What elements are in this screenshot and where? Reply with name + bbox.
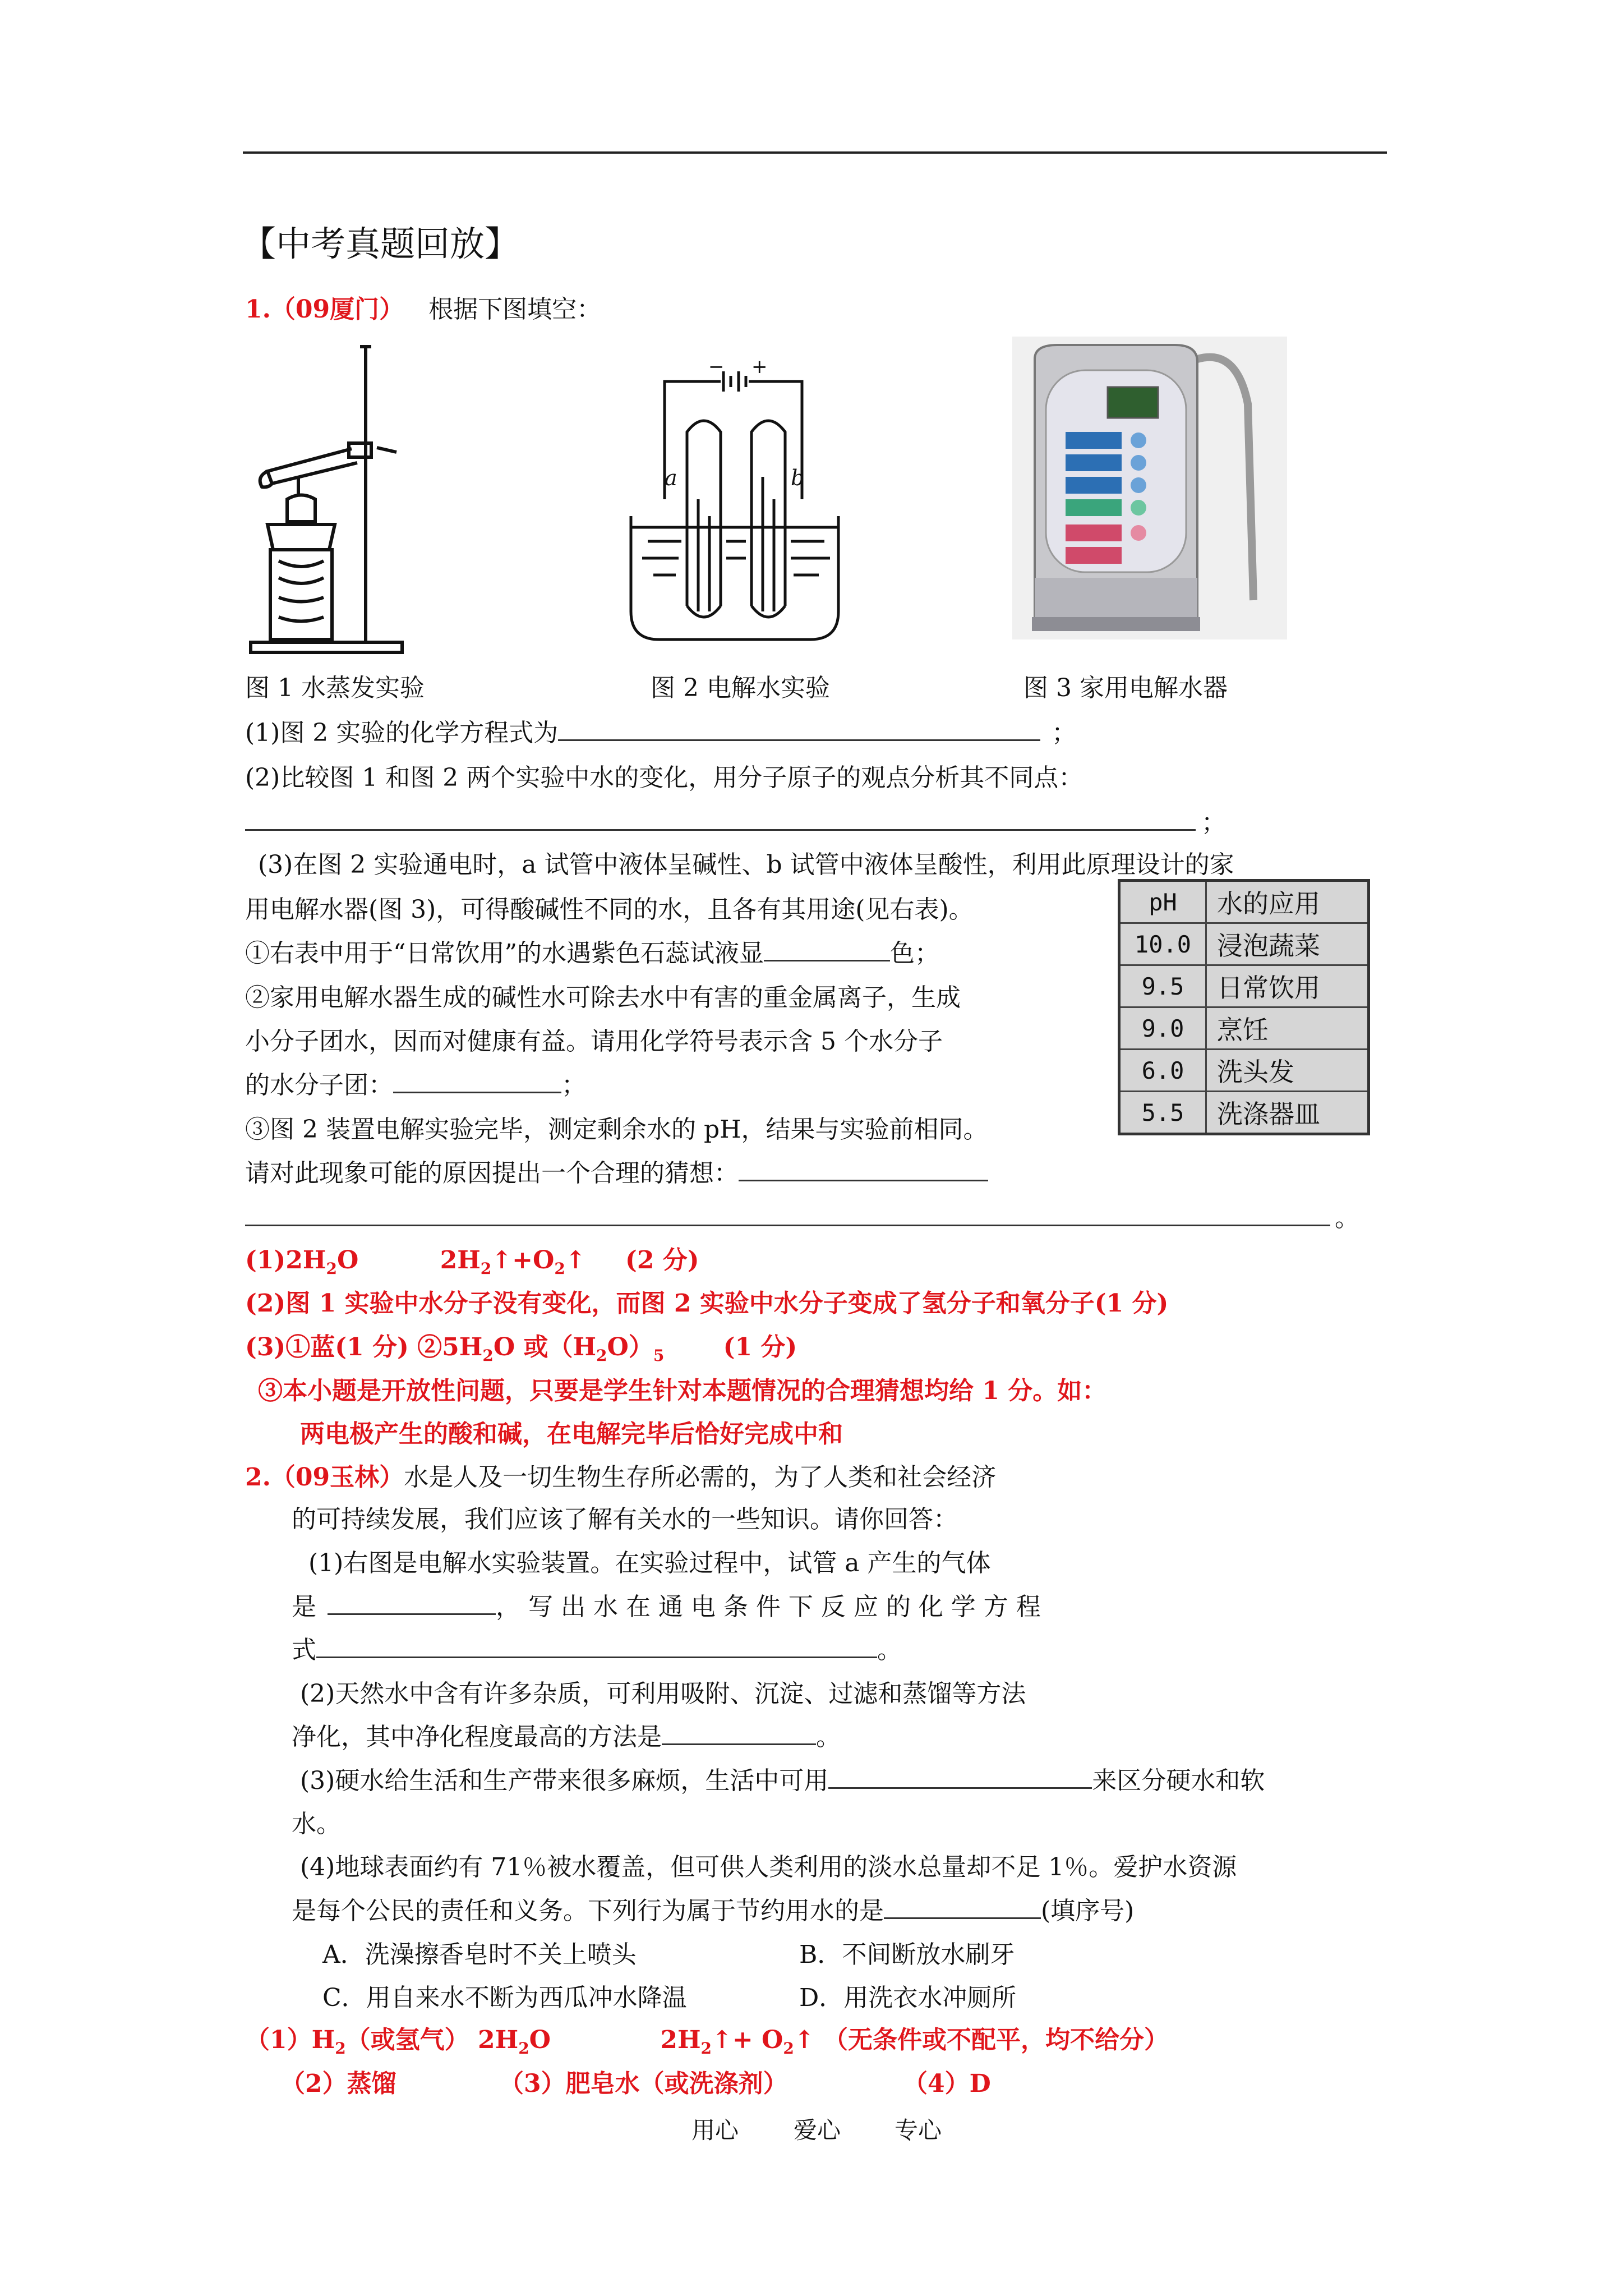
q1-heading xyxy=(245,289,601,325)
q2-p1-line1: (1)右图是电解水实验装置。在实验过程中，试管 a 产生的气体 xyxy=(308,1549,991,1577)
q2-p2-line2-text: 净化，其中净化程度最高的方法是 xyxy=(292,1723,662,1751)
q2-p4-line2 xyxy=(292,1890,1134,1926)
ph-water-use-table xyxy=(1118,879,1370,1135)
table-row xyxy=(1119,1050,1369,1092)
section-title: 【中考真题回放】 xyxy=(241,223,520,264)
fig1-evaporation-apparatus xyxy=(245,337,413,662)
q1-sub1-text: ①右表中用于“日常饮用”的水遇紫色石蕊试液显 xyxy=(245,939,764,968)
q2-number: 2.（09玉林） xyxy=(245,1463,404,1492)
fig2-label-b: b xyxy=(791,466,805,490)
q1-a1-sub3: 2 xyxy=(554,1259,565,1278)
q2-a1-sub4: 2 xyxy=(783,2039,794,2058)
q2-p2-end: 。 xyxy=(816,1723,841,1751)
table-cell-ph: 9.0 xyxy=(1119,1007,1206,1050)
q2-p1-blank-1 xyxy=(328,1591,496,1615)
q1-part2-blank xyxy=(245,807,1196,831)
q1-sub3-answer-line xyxy=(245,1198,1359,1234)
q2-answer-4: （4）D xyxy=(903,2069,991,2098)
q2-answer-2: （2）蒸馏 xyxy=(280,2069,396,2098)
q1-sub2-text: 的水分子团： xyxy=(245,1071,393,1099)
q2-line1: 水是人及一切生物生存所必需的，为了人类和社会经济 xyxy=(404,1463,997,1492)
fig3-water-electrolyzer-device xyxy=(1012,337,1287,639)
table-cell-use: 烹饪 xyxy=(1206,1007,1369,1050)
q2-a1-d: 2H xyxy=(660,2026,701,2054)
q1-sub2-blank xyxy=(393,1069,561,1093)
q2-p3-line1-end: 来区分硬水和软 xyxy=(1092,1766,1265,1795)
q1-sub3-blank xyxy=(739,1157,988,1181)
fig2-label-plus: + xyxy=(751,356,768,378)
q1-a3-prefix: (3)①蓝(1 分) ②5H xyxy=(245,1333,483,1361)
table-cell-use: 洗头发 xyxy=(1206,1050,1369,1092)
q2-intro-line2: 的可持续发展，我们应该了解有关水的一些知识。请你回答： xyxy=(292,1505,958,1534)
q1-answer-2: (2)图 1 实验中水分子没有变化，而图 2 实验中水分子变成了氢分子和氧分子(1 分) xyxy=(245,1289,1169,1318)
q2-p2-line2 xyxy=(292,1717,841,1752)
fig2-label-a: a xyxy=(665,466,677,490)
q1-part1-blank xyxy=(558,717,1040,741)
table-cell-use: 洗涤器皿 xyxy=(1206,1092,1369,1134)
table-row xyxy=(1119,1007,1369,1050)
table-cell-ph: 6.0 xyxy=(1119,1050,1206,1092)
footer-word-3: 专心 xyxy=(895,2116,942,2144)
q1-sub2-line2: 小分子团水，因而对健康有益。请用化学符号表示含 5 个水分子 xyxy=(245,1027,943,1056)
table-cell-ph: 9.5 xyxy=(1119,965,1206,1007)
q1-sub3-end: 。 xyxy=(1335,1204,1359,1232)
q1-part2-answer-line xyxy=(245,802,1226,838)
q2-option-b: B．不间断放水刷牙 xyxy=(799,1940,1015,1969)
fig1-caption: 图 1 水蒸发实验 xyxy=(245,674,425,702)
q2-intro-line1 xyxy=(245,1457,996,1493)
q1-sub3-line1: ③图 2 装置电解实验完毕，测定剩余水的 pH，结果与实验前相同。 xyxy=(245,1115,988,1144)
q2-p1-end: 。 xyxy=(877,1636,902,1664)
fig2-electrolysis-apparatus xyxy=(608,348,861,651)
q2-p3-line1-text: (3)硬水给生活和生产带来很多麻烦，生活中可用 xyxy=(300,1766,829,1795)
q2-a1-sub2: 2 xyxy=(518,2039,529,2058)
q1-a1-h: 2H xyxy=(440,1246,481,1274)
q1-sub1-end: 色； xyxy=(890,939,939,968)
q1-sub2-line3 xyxy=(245,1065,586,1101)
q2-a1-c: O xyxy=(529,2026,551,2054)
q2-option-c: C．用自来水不断为西瓜冲水降温 xyxy=(322,1984,687,2012)
q2-answer-1 xyxy=(245,2019,1169,2058)
q2-p1-blank-2 xyxy=(316,1634,877,1658)
q1-sub3-text: 请对此现象可能的原因提出一个合理的猜想： xyxy=(245,1159,739,1188)
q1-a3-sub2: 2 xyxy=(596,1346,607,1365)
table-header-use: 水的应用 xyxy=(1206,881,1369,923)
q2-p3-line2: 水。 xyxy=(292,1810,341,1838)
q1-part3-line2: 用电解水器(图 3)，可得酸碱性不同的水，且各有其用途(见右表)。 xyxy=(245,895,974,924)
fig2-label-minus: − xyxy=(708,356,725,378)
q2-p4-line2-text: 是每个公民的责任和义务。下列行为属于节约用水的是 xyxy=(292,1897,884,1925)
q2-p4-line2-end: (填序号) xyxy=(1041,1897,1135,1925)
q1-a1-arrow-plus: ↑+O xyxy=(491,1246,555,1274)
table-cell-ph: 10.0 xyxy=(1119,923,1206,965)
q2-p1-line2 xyxy=(292,1586,1041,1622)
fig2-caption: 图 2 电解水实验 xyxy=(651,674,830,702)
q1-sub1 xyxy=(245,933,939,969)
q1-sub1-blank xyxy=(764,937,890,961)
q1-prompt: 根据下图填空： xyxy=(428,295,602,324)
q1-answer-3 xyxy=(245,1327,797,1365)
q1-answer-4-line2: 两电极产生的酸和碱，在电解完毕后恰好完成中和 xyxy=(300,1420,843,1448)
q2-p1-line2-a: 是 xyxy=(292,1593,316,1621)
fig3-caption: 图 3 家用电解水器 xyxy=(1023,674,1228,702)
q2-p1-line3 xyxy=(292,1630,902,1665)
q1-a3-sub: 2 xyxy=(482,1346,494,1365)
table-cell-use: 浸泡蔬菜 xyxy=(1206,923,1369,965)
q2-option-d: D．用洗衣水冲厕所 xyxy=(799,1984,1017,2012)
q1-a1-sub1: 2 xyxy=(326,1259,337,1278)
q2-a1-a: （1）H xyxy=(245,2026,335,2054)
q2-p2-line1: (2)天然水中含有许多杂质，可利用吸附、沉淀、过滤和蒸馏等方法 xyxy=(300,1680,1026,1708)
q1-sub2-end: ； xyxy=(561,1071,586,1099)
q2-answer-3: （3）肥皂水（或洗涤剂） xyxy=(499,2069,788,2098)
q1-part2-end: ； xyxy=(1201,808,1226,837)
q1-answer-4-line1: ③本小题是开放性问题，只要是学生针对本题情况的合理猜想均给 1 分。如： xyxy=(258,1377,1107,1405)
q2-a1-e: ↑+ O xyxy=(712,2026,783,2054)
header-rule xyxy=(243,151,1387,154)
q1-part1-text: (1)图 2 实验的化学方程式为 xyxy=(245,719,559,747)
q2-a1-sub3: 2 xyxy=(700,2039,712,2058)
q2-p1-line3-text: 式 xyxy=(292,1636,316,1664)
q2-p2-blank xyxy=(662,1721,816,1745)
q2-p1-line2-b: ， 写 出 水 在 通 电 条 件 下 反 应 的 化 学 方 程 xyxy=(496,1593,1041,1621)
q1-a1-arrow: ↑ xyxy=(565,1246,586,1274)
q2-p3-blank xyxy=(828,1765,1092,1789)
table-header-row xyxy=(1119,881,1369,923)
q2-p3-line1 xyxy=(300,1760,1265,1796)
footer-word-2: 爱心 xyxy=(794,2116,841,2144)
q1-sub2-line1: ②家用电解水器生成的碱性水可除去水中有害的重金属离子，生成 xyxy=(245,983,961,1012)
q2-option-a: A．洗澡擦香皂时不关上喷头 xyxy=(322,1940,637,1969)
q2-a1-f: ↑ （无条件或不配平，均不给分） xyxy=(794,2026,1169,2054)
table-header-ph: pH xyxy=(1119,881,1206,923)
footer-word-1: 用心 xyxy=(691,2116,739,2144)
q1-a3-sub3: 5 xyxy=(653,1346,665,1365)
q1-a1-left: (1)2H xyxy=(245,1246,326,1274)
q2-p4-line1: (4)地球表面约有 71％被水覆盖，但可供人类利用的淡水总量却不足 1％。爱护水资源 xyxy=(300,1853,1237,1881)
q1-a1-score: (2 分) xyxy=(625,1246,699,1274)
q1-a3-close: O） xyxy=(607,1333,653,1361)
q1-sub3-line2 xyxy=(245,1153,988,1189)
q2-a1-sub: 2 xyxy=(335,2039,346,2058)
q1-answer-1 xyxy=(245,1240,699,1278)
table-row xyxy=(1119,923,1369,965)
table-cell-use: 日常饮用 xyxy=(1206,965,1369,1007)
q1-number: 1.（09厦门） xyxy=(245,295,404,324)
q2-a1-b: （或氢气） 2H xyxy=(345,2026,519,2054)
q1-part1 xyxy=(245,712,1076,748)
q2-p4-blank xyxy=(884,1895,1041,1919)
q1-part1-end: ； xyxy=(1052,719,1077,747)
q1-part3-line1: (3)在图 2 实验通电时，a 试管中液体呈碱性、b 试管中液体呈酸性，利用此原理设计的家 xyxy=(258,850,1234,879)
q1-a1-sub2: 2 xyxy=(480,1259,492,1278)
q1-part2: (2)比较图 1 和图 2 两个实验中水的变化，用分子原子的观点分析其不同点： xyxy=(245,763,1083,792)
table-cell-ph: 5.5 xyxy=(1119,1092,1206,1134)
q1-a3-mid: O 或（H xyxy=(493,1333,597,1361)
q1-sub3-blank-2 xyxy=(245,1202,1330,1226)
table-row xyxy=(1119,1092,1369,1134)
q1-a3-score: (1 分) xyxy=(723,1333,797,1361)
table-row xyxy=(1119,965,1369,1007)
q1-a1-mid: O xyxy=(336,1246,359,1274)
